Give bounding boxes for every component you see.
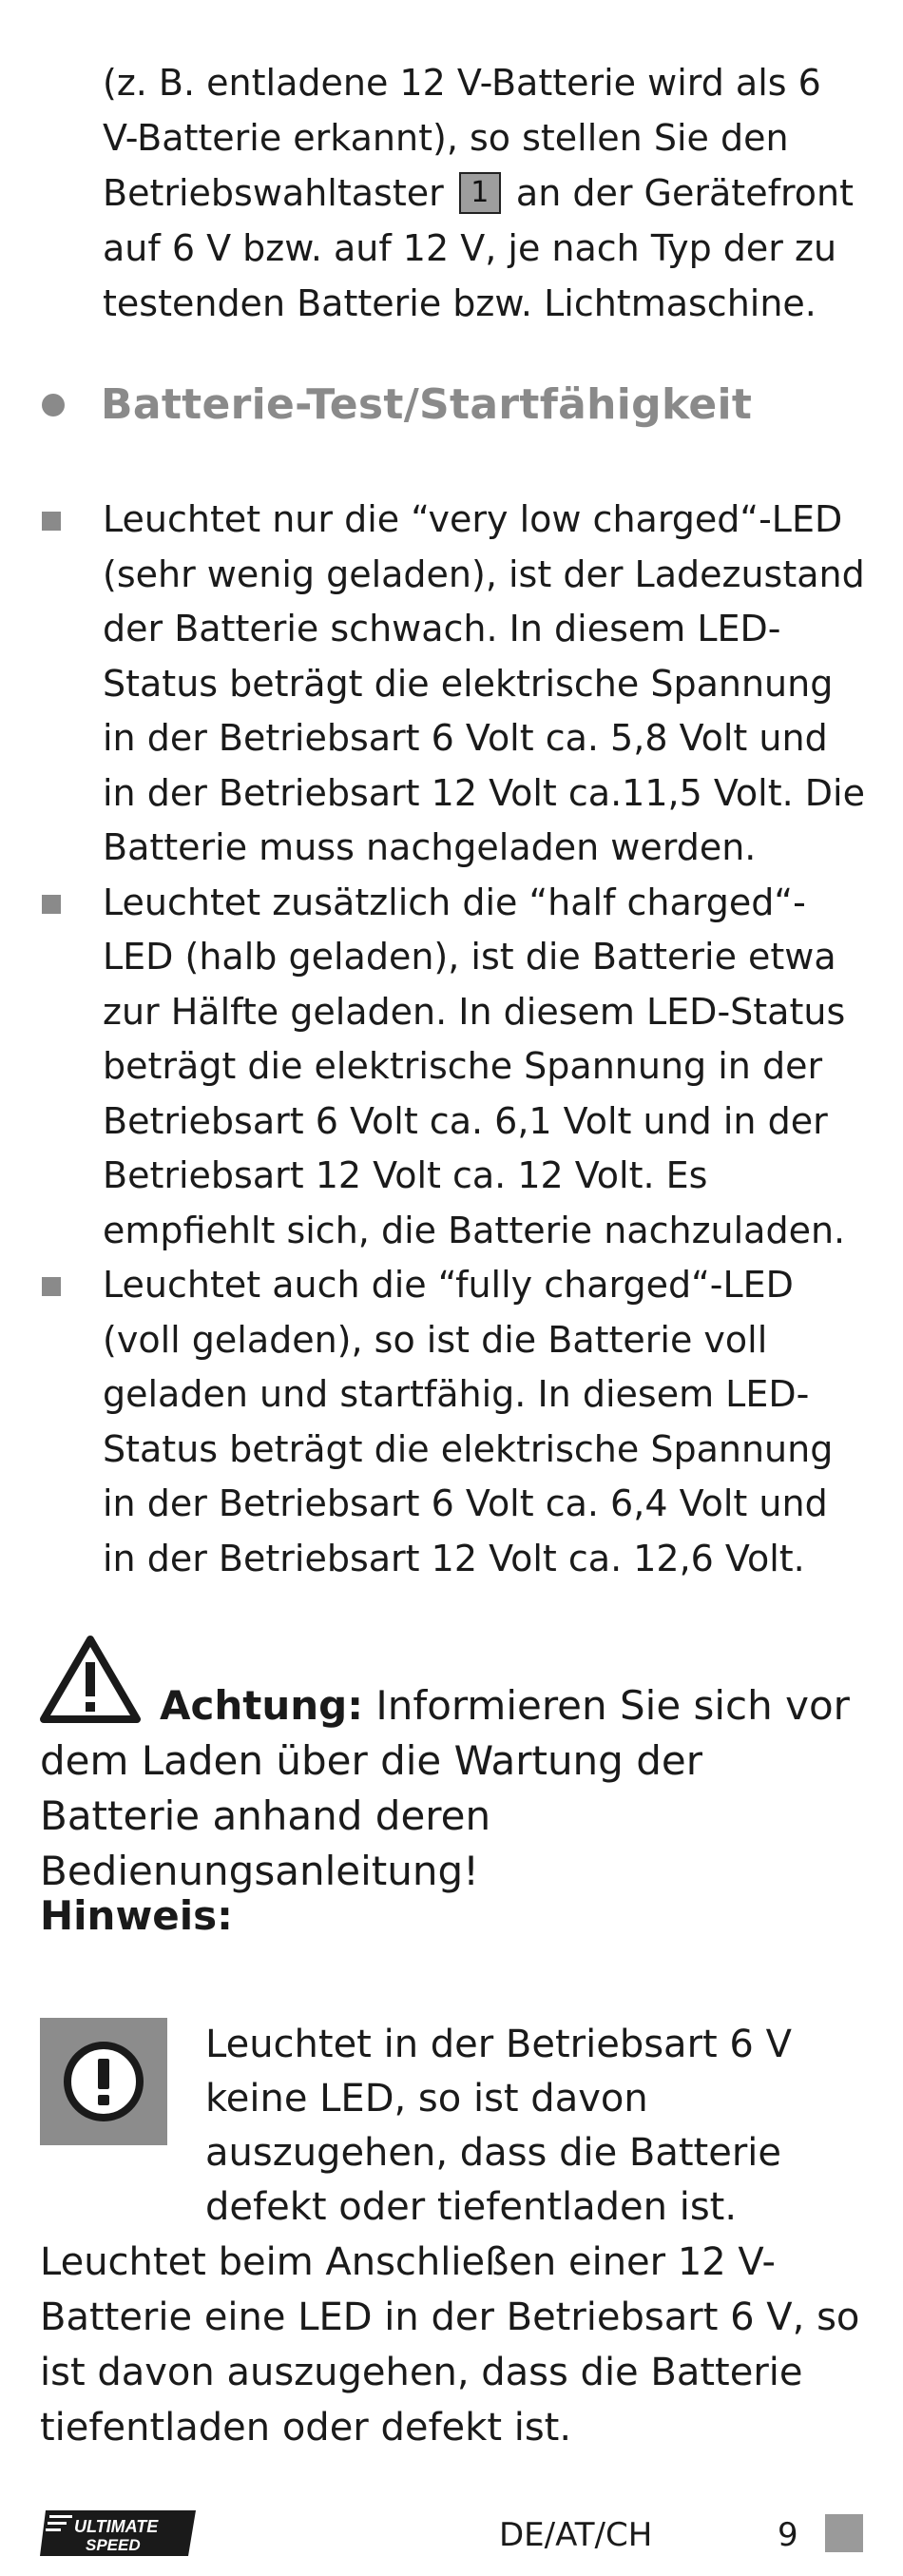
warning-triangle-icon <box>40 1634 141 1725</box>
intro-text-before: (z. B. entladene 12 V-Batterie wird als 6 V-Batterie erkannt), so stellen Sie den Betriebswahltaster <box>103 62 821 214</box>
list-item-text: Leuchtet auch die “fully charged“-LED (voll geladen), so ist die Batterie voll geladen und startfähig. In diesem LED-Status beträgt die elektrische Spannung in der Betriebsart 6 Volt ca. 6,4 Volt und in der Betriebsart 12 Volt ca. 12,6 Volt. <box>103 1264 834 1579</box>
section-heading <box>42 380 859 429</box>
list-item <box>42 1258 869 1586</box>
ultimate-speed-logo <box>40 2507 196 2560</box>
note-text-primary: Leuchtet in der Betriebsart 6 V keine LED, so ist davon auszugehen, dass die Batterie defekt oder tiefentladen ist. <box>205 2023 792 2229</box>
svg-text:SPEED: SPEED <box>86 2536 141 2554</box>
warning-label: Achtung: <box>160 1682 364 1729</box>
svg-text:ULTIMATE: ULTIMATE <box>74 2517 159 2536</box>
page-marker-square <box>825 2514 863 2552</box>
led-status-list <box>42 493 869 1586</box>
list-item-text: Leuchtet zusätzlich die “half charged“-LED (halb geladen), ist die Batterie etwa zur Hälfte geladen. In diesem LED-Status beträgt die elektrische Spannung in der Betriebsart 6 Volt ca. 6,1 Volt und in der Betriebsart 12 Volt ca. 12 Volt. Es empfiehlt sich, die Batterie nachzuladen. <box>103 881 846 1251</box>
note-text-secondary: Leuchtet beim Anschließen einer 12 V-Batterie eine LED in der Betriebsart 6 V, so ist davon auszugehen, dass die Batterie tiefentladen oder defekt ist. <box>40 2240 860 2450</box>
key-number-badge: 1 <box>459 172 501 214</box>
note-heading: Hinweis: <box>40 1892 233 1939</box>
exclamation-circle-icon <box>60 2038 147 2125</box>
intro-text-after: an der Gerätefront auf 6 V bzw. auf 12 V, je nach Typ der zu testenden Batterie bzw. Lichtmaschine. <box>103 172 854 324</box>
warning-notice <box>40 1634 867 1899</box>
note-icon-box <box>40 2018 167 2145</box>
page-footer <box>0 2507 903 2564</box>
page-number: 9 <box>778 2516 798 2554</box>
warning-text: Informieren Sie sich vor dem Laden über die Wartung der Batterie anhand deren Bedienungsanleitung! <box>40 1682 850 1894</box>
list-item-text: Leuchtet nur die “very low charged“-LED (sehr wenig geladen), ist der Ladezustand der Batterie schwach. In diesem LED-Status beträgt die elektrische Spannung in der Betriebsart 6 Volt ca. 5,8 Volt und in der Betriebsart 12 Volt ca.11,5 Volt. Die Batterie muss nachgeladen werden. <box>103 498 865 868</box>
list-item <box>42 493 869 876</box>
square-bullet-icon <box>42 895 61 914</box>
bullet-dot-icon <box>42 394 65 416</box>
list-item <box>42 876 869 1259</box>
intro-paragraph <box>103 55 863 331</box>
region-code: DE/AT/CH <box>499 2516 653 2554</box>
section-title: Batterie-Test/Startfähigkeit <box>101 380 753 429</box>
square-bullet-icon <box>42 1277 61 1296</box>
square-bullet-icon <box>42 512 61 531</box>
